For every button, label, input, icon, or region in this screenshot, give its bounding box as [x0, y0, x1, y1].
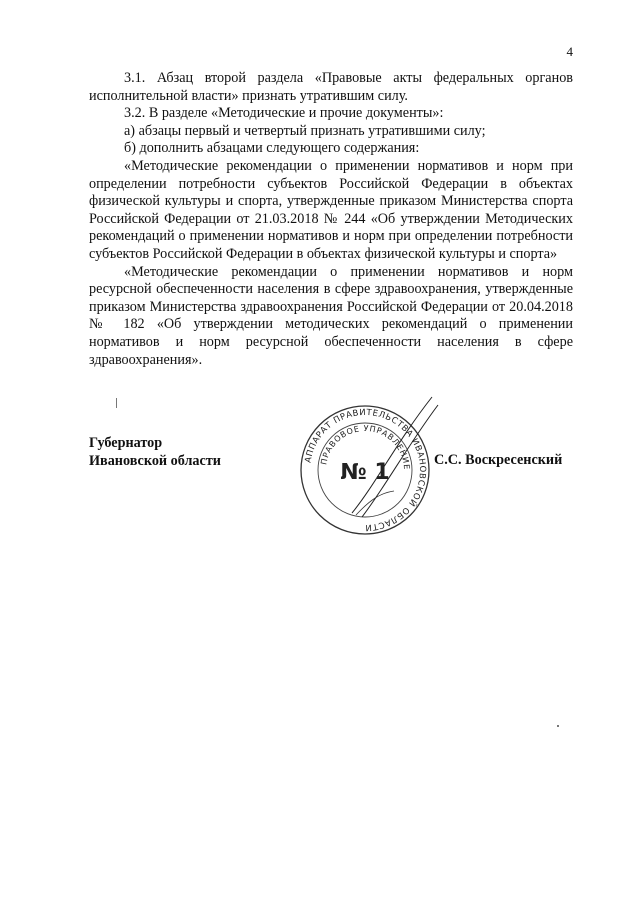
stamp-ring-text: АППАРАТ ПРАВИТЕЛЬСТВА ИВАНОВСКОЙ ОБЛАСТИ: [303, 407, 428, 533]
paragraph-a: а) абзацы первый и четвертый признать утратившими силу;: [124, 122, 486, 139]
signatory-title-line1: Губернатор: [89, 435, 163, 451]
signatory-title-line2: Ивановской области: [89, 453, 221, 469]
stamp-center-number: № 1: [340, 460, 390, 485]
paragraph-3-1: 3.1. Абзац второй раздела «Правовые акты федеральных органов исполнительной власти» признать утратившим силу.: [89, 70, 573, 104]
signature-stroke: [356, 491, 394, 515]
signatory-title: [89, 434, 221, 470]
page-number: 4: [566, 44, 573, 59]
paragraph-health-recommendations: «Методические рекомендации о применении нормативов и норм ресурсной обеспеченности населения в сфере здравоохранения, утвержденные приказом Министерства здравоохранения Российской Федерации от 20.04.2018 № 182 «Об утверждении методических рекомендаций о применении нормативов и норм ресурсной обеспеченности населения в сфере здравоохранения».: [89, 263, 573, 368]
paragraph-sport-recommendations: «Методические рекомендации о применении нормативов и норм при определении потребности субъектов Российской Федерации в объектах физической культуры и спорта, утвержденные приказом Министерства спорта Российской Федерации от 21.03.2018 № 244 «Об утверждении Методических рекомендаций о применении нормативов и норм при определении потребности субъектов Российской Федерации в объектах физической культуры и спорта»: [89, 157, 573, 262]
scan-artifact: [116, 398, 117, 408]
paragraph-b: б) дополнить абзацами следующего содержания:: [124, 140, 420, 157]
paragraph-3-2: 3.2. В разделе «Методические и прочие документы»:: [124, 105, 444, 122]
document-body: [89, 70, 573, 369]
stamp-inner-text: ПРАВОВОЕ УПРАВЛЕНИЕ: [319, 423, 412, 471]
scan-artifact: [557, 725, 559, 727]
official-stamp: [290, 395, 440, 545]
signatory-name: С.С. Воскресенский: [434, 452, 563, 468]
